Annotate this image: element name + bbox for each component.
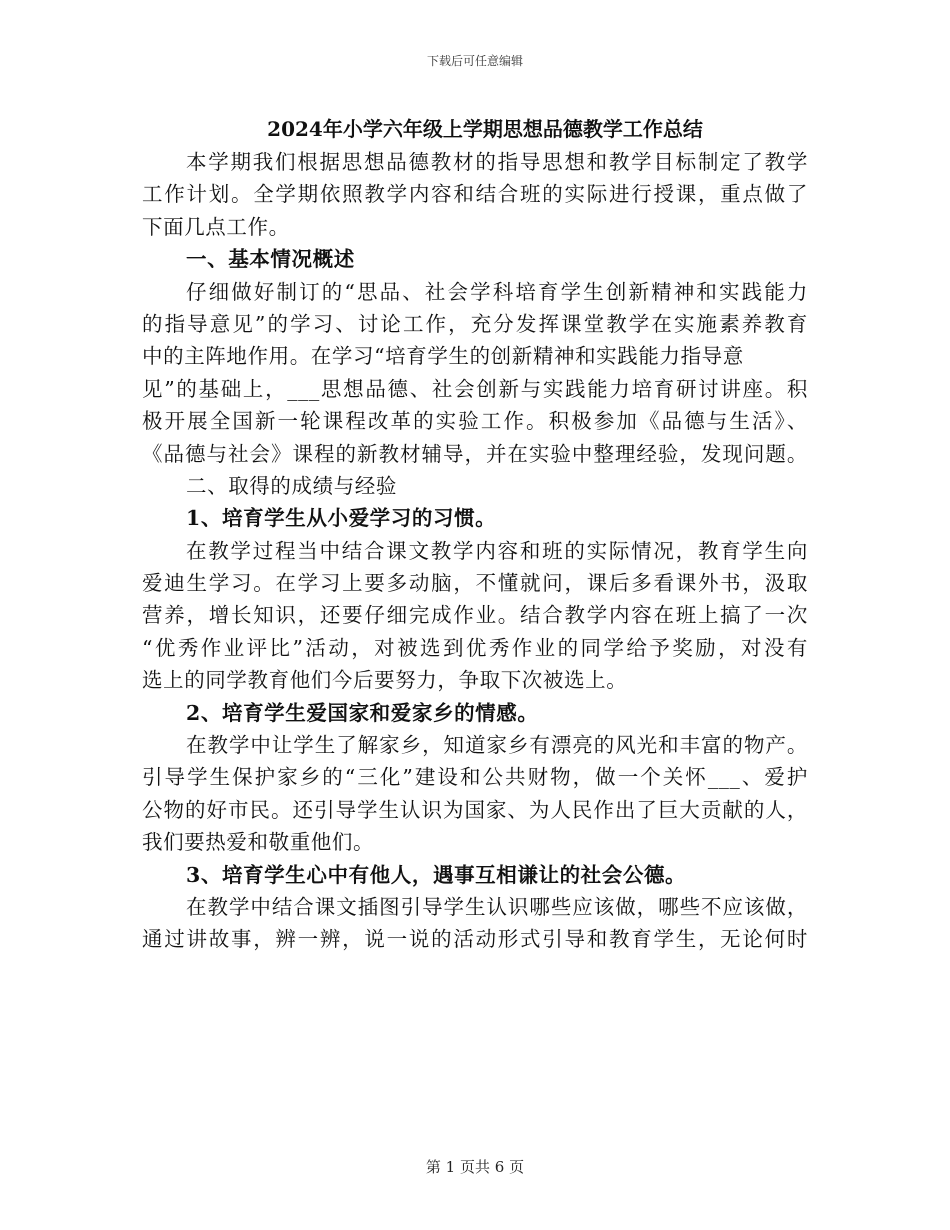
text-line: 在教学过程当中结合课文教学内容和班的实际情况，教育学生向 — [186, 538, 808, 563]
section-heading: 3、培育学生心中有他人，遇事互相谦让的社会公德。 — [186, 862, 687, 887]
text-line: “优秀作业评比”活动，对被选到优秀作业的同学给予奖励，对没有 — [142, 635, 808, 660]
text-line: 在教学中让学生了解家乡，知道家乡有漂亮的风光和丰富的物产。 — [186, 733, 808, 758]
section-heading: 一、基本情况概述 — [186, 247, 355, 272]
text-line: 引导学生保护家乡的“三化”建设和公共财物，做一个关怀___、爱护 — [142, 765, 808, 790]
text-line: 工作计划。全学期依照教学内容和结合班的实际进行授课，重点做了 — [142, 182, 808, 207]
paragraph-lines — [142, 146, 808, 956]
text-line: 公物的好市民。还引导学生认识为国家、为人民作出了巨大贡献的人， — [142, 797, 808, 822]
text-line: 我们要热爱和敬重他们。 — [142, 830, 375, 855]
text-line: 下面几点工作。 — [142, 214, 290, 239]
section-heading: 2、培育学生爱国家和爱家乡的情感。 — [186, 700, 539, 725]
text-line: 仔细做好制订的“思品、社会学科培育学生创新精神和实践能力 — [186, 279, 808, 304]
page-footer: 第 1 页共 6 页 — [425, 1158, 525, 1176]
text-line: 选上的同学教育他们今后要努力，争取下次被选上。 — [142, 668, 628, 693]
text-line: 营养，增长知识，还要仔细完成作业。结合教学内容在班上搞了一次 — [142, 603, 808, 628]
text-line: 中的主阵地作用。在学习“培育学生的创新精神和实践能力指导意 — [142, 344, 744, 369]
text-line: 爱迪生学习。在学习上要多动脑，不懂就问，课后多看课外书，汲取 — [142, 571, 808, 596]
text-line: 本学期我们根据思想品德教材的指导思想和教学目标制定了教学 — [186, 150, 808, 174]
document-body — [142, 112, 808, 956]
page-header: 下载后可任意编辑 — [426, 54, 523, 68]
text-line: 在教学中结合课文插图引导学生认识哪些应该做，哪些不应该做， — [186, 894, 808, 919]
text-line: 《品德与社会》课程的新教材辅导，并在实验中整理经验，发现问题。 — [142, 441, 808, 466]
section-heading: 1、培育学生从小爱学习的习惯。 — [186, 506, 497, 531]
text-line: 极开展全国新一轮课程改革的实验工作。积极参加《品德与生活》、 — [142, 409, 808, 434]
text-line: 通过讲故事，辨一辨，说一说的活动形式引导和教育学生，无论何时 — [142, 927, 808, 952]
document-title: 2024年小学六年级上学期思想品德教学工作总结 — [267, 117, 703, 141]
text-line: 的指导意见”的学习、讨论工作，充分发挥课堂教学在实施素养教育 — [142, 311, 808, 336]
text-line: 二、取得的成绩与经验 — [186, 473, 397, 498]
text-line: 见”的基础上，___思想品德、社会创新与实践能力培育研讨讲座。积 — [142, 376, 808, 401]
